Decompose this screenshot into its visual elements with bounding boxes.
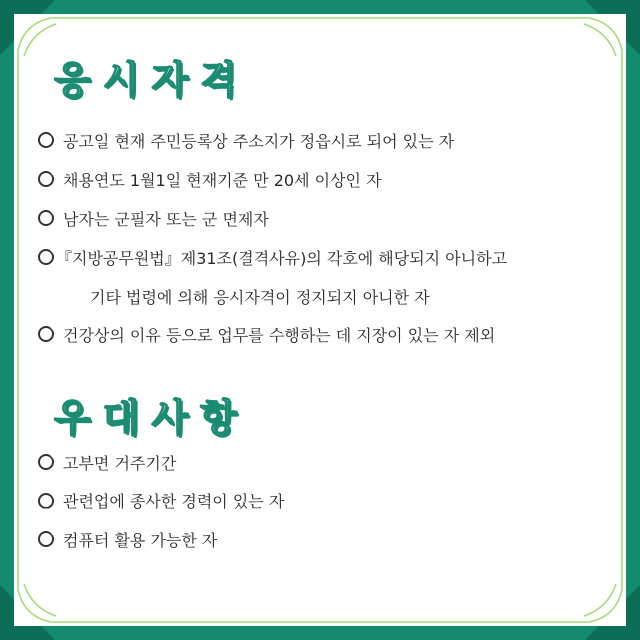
list-item [38, 489, 620, 513]
list-item [38, 527, 620, 551]
list-item-text: 컴퓨터 활용 가능한 자 [63, 530, 218, 550]
list-item [38, 167, 620, 191]
section-title-qualifications [54, 58, 237, 102]
list-item [38, 206, 620, 230]
circle-bullet-icon [38, 493, 54, 509]
title-char: 자 [151, 58, 189, 102]
circle-bullet-icon [38, 454, 54, 470]
list-item [38, 245, 620, 269]
list-item-text: 관련업에 종사한 경력이 있는 자 [63, 492, 285, 511]
title-char: 항 [200, 396, 237, 440]
list-item-continuation [38, 284, 620, 308]
circle-bullet-icon [38, 326, 54, 342]
title-char: 대 [102, 396, 140, 440]
circle-bullet-icon [38, 531, 54, 547]
circle-bullet-icon [38, 132, 54, 148]
list-item-text: 『지방공무원법』제31조(결격사유)의 각호에 해당되지 아니하고 [56, 248, 508, 268]
list-item-text: 남자는 군필자 또는 군 면제자 [63, 209, 269, 229]
title-char: 사 [151, 396, 189, 440]
list-item-text: 공고일 현재 주민등록상 주소지가 정읍시로 되어 있는 자 [63, 131, 455, 151]
circle-bullet-icon [38, 210, 54, 226]
list-item-text: 기타 법령에 의해 응시자격이 정지되지 아니한 자 [90, 287, 430, 307]
circle-bullet-icon [38, 171, 54, 187]
preferences-list [38, 450, 620, 566]
section-title-preferences [54, 396, 237, 440]
title-char: 응 [54, 58, 91, 102]
list-item [38, 450, 620, 474]
circle-bullet-icon [38, 249, 54, 265]
title-char: 시 [102, 58, 140, 102]
qualifications-list [38, 128, 620, 361]
list-item-text: 고부면 거주기간 [63, 453, 177, 473]
list-item-text: 채용연도 1월1일 현재기준 만 20세 이상인 자 [63, 170, 382, 190]
list-item [38, 128, 620, 152]
list-item-text: 건강상의 이유 등으로 업무를 수행하는 데 지장이 있는 자 제외 [63, 325, 496, 345]
title-char: 격 [200, 58, 237, 102]
list-item [38, 322, 620, 346]
title-char: 우 [54, 396, 91, 440]
